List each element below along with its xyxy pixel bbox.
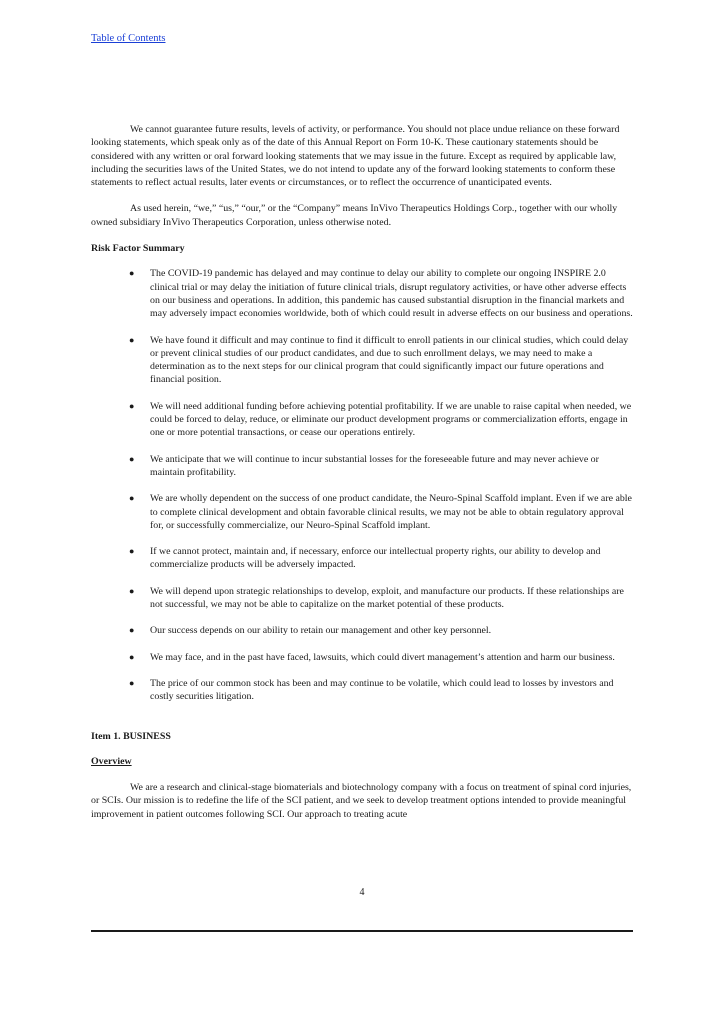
risk-item-text: We have found it difficult and may continue to find it difficult to enroll patients in our clinical studies, which could delay or prevent clinical studies of our product candidates, and due to such enrollment delays, we may need to make a determination as to the next steps for our clinical program that could significantly impact our future operations and financial position.: [150, 334, 629, 386]
risk-item: [91, 453, 633, 480]
risk-item-text: If we cannot protect, maintain and, if necessary, enforce our intellectual property rights, our ability to develop and commercialize products will be adversely impacted.: [150, 546, 601, 571]
risk-item-text: We will need additional funding before achieving potential profitability. If we are unable to raise capital when needed, we could be forced to delay, reduce, or eliminate our product development programs or commercialization efforts, engage in one or more potential transactions, or cease our operations entirely.: [150, 400, 632, 439]
bullet-icon: ●: [129, 651, 135, 662]
risk-item-text: We anticipate that we will continue to incur substantial losses for the foreseeable future and may never achieve or maintain profitability.: [150, 453, 599, 478]
footer-divider: [91, 930, 633, 932]
risk-item: [91, 334, 633, 387]
risk-item: [91, 400, 633, 440]
bullet-icon: ●: [129, 400, 135, 411]
risk-item: [91, 677, 633, 704]
risk-item: [91, 267, 633, 320]
document-body: [91, 123, 633, 834]
bullet-icon: ●: [129, 585, 135, 596]
risk-item: [91, 624, 633, 637]
risk-item-text: We are wholly dependent on the success of one product candidate, the Neuro-Spinal Scaffold implant. Even if we are able to complete clinical development and obtain favorable clinical results, we may not be able to obtain regulatory approval for, or successfully commercialize, our Neuro-Spinal Scaffold implant.: [150, 493, 632, 531]
risk-item: [91, 545, 633, 572]
risk-item-text: We will depend upon strategic relationships to develop, exploit, and manufacture our products. If these relationships are not successful, we may not be able to capitalize on the market potential of these products.: [150, 585, 624, 611]
risk-item-text: The COVID-19 pandemic has delayed and may continue to delay our ability to complete our ongoing INSPIRE 2.0 clinical trial or may delay the initiation of future clinical trials, disrupt regulatory activities, or have other adverse effects on our business and operations. In addition, this pandemic has caused substantial disruption in the financial markets and may adversely impact economies worldwide, both of which could result in adverse effects on our business and operations.: [150, 268, 633, 320]
definitions-paragraph: As used herein, “we,” “us,” “our,” or the “Company” means InVivo Therapeutics Holdings Corp., together with our wholly owned subsidiary InVivo Therapeutics Corporation, unless otherwise noted.: [91, 203, 618, 228]
risk-item: [91, 651, 633, 664]
risk-factor-list: [91, 267, 633, 703]
bullet-icon: ●: [129, 677, 135, 688]
overview-heading: Overview: [91, 755, 132, 767]
bullet-icon: ●: [129, 625, 135, 636]
forward-looking-paragraph: We cannot guarantee future results, levels of activity, or performance. You should not place undue reliance on these forward looking statements, which speak only as of the date of this Annual Report on Form 10-K. These cautionary statements should be considered with any written or oral forward looking statements that we may issue in the future. Except as required by applicable law, including the securities laws of the United States, we do not intend to update any of the forward looking statements to conform these statements to reflect actual results, later events or circumstances, or to reflect the occurrence of unanticipated events.: [91, 124, 620, 189]
page-number: 4: [359, 887, 365, 898]
risk-item-text: We may face, and in the past have faced, lawsuits, which could divert management’s attention and harm our business.: [150, 651, 615, 663]
item-1-business-heading: Item 1. BUSINESS: [91, 730, 171, 742]
risk-item-text: The price of our common stock has been and may continue to be volatile, which could lead to losses by investors and costly securities litigation.: [150, 677, 614, 703]
risk-factor-summary-heading: Risk Factor Summary: [91, 243, 185, 255]
table-of-contents-link[interactable]: Table of Contents: [91, 33, 166, 44]
bullet-icon: ●: [129, 334, 135, 345]
risk-item: [91, 585, 633, 612]
overview-paragraph: We are a research and clinical-stage biomaterials and biotechnology company with a focus on treatment of spinal cord injuries, or SCIs. Our mission is to redefine the life of the SCI patient, and we seek to develop treatment options intended to provide meaningful improvement in patient outcomes following SCI. Our approach to treating acute: [91, 782, 632, 820]
bullet-icon: ●: [129, 493, 135, 504]
bullet-icon: ●: [129, 546, 135, 557]
risk-item-text: Our success depends on our ability to retain our management and other key personnel.: [150, 625, 492, 637]
bullet-icon: ●: [129, 453, 135, 464]
bullet-icon: ●: [129, 268, 135, 279]
risk-item: [91, 492, 633, 532]
